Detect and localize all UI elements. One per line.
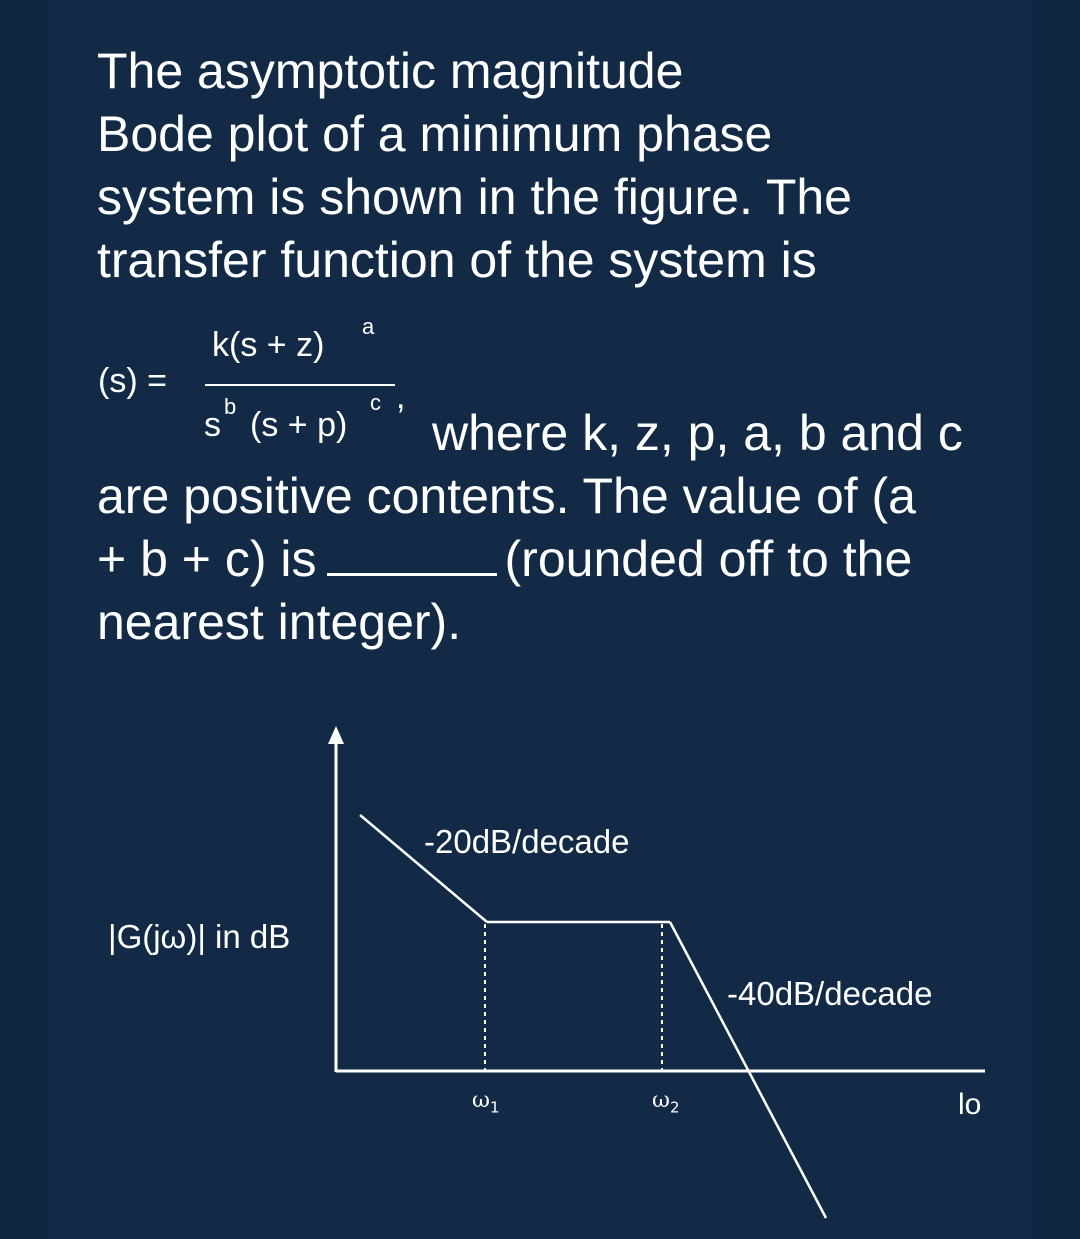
formula-denominator-s-exponent: b [224,394,237,419]
slope-label-minus-20: -20dB/decade [424,823,630,860]
omega1-subscript: 1 [489,1098,500,1117]
formula-denominator-s: s [204,406,221,444]
question-line-1: The asymptotic magnitude [97,43,684,99]
omega2-symbol: ω [652,1088,670,1113]
slope-label-minus-40: -40dB/decade [727,975,933,1012]
question-line-4: transfer function of the system is [97,232,817,288]
question-line-last: nearest integer). [97,594,462,650]
formula-numerator: k(s + z) [212,326,325,364]
y-axis-label: |G(jω)| in dB [108,918,291,955]
y-axis-arrow [328,726,344,744]
question-sum-prefix: + b + c) is [97,531,317,587]
formula-numerator-exponent: a [362,314,375,339]
omega1-symbol: ω [472,1088,490,1113]
question-where-text: where k, z, p, a, b and c [432,405,963,461]
omega1-label [472,1088,500,1116]
formula-denominator-rest: (s + p) [250,406,348,444]
question-line-3: system is shown in the figure. The [97,169,852,225]
omega2-label [652,1088,680,1116]
formula-lhs: (s) = [98,362,167,400]
omega2-subscript: 2 [669,1098,680,1117]
question-line-are: are positive contents. The value of (a [97,468,916,524]
formula-comma: , [396,378,406,416]
x-axis-label: lo [958,1088,982,1121]
question-line-2: Bode plot of a minimum phase [97,106,773,162]
formula-denominator-rest-exponent: c [370,390,381,415]
question-sum-suffix: (rounded off to the [504,531,913,587]
